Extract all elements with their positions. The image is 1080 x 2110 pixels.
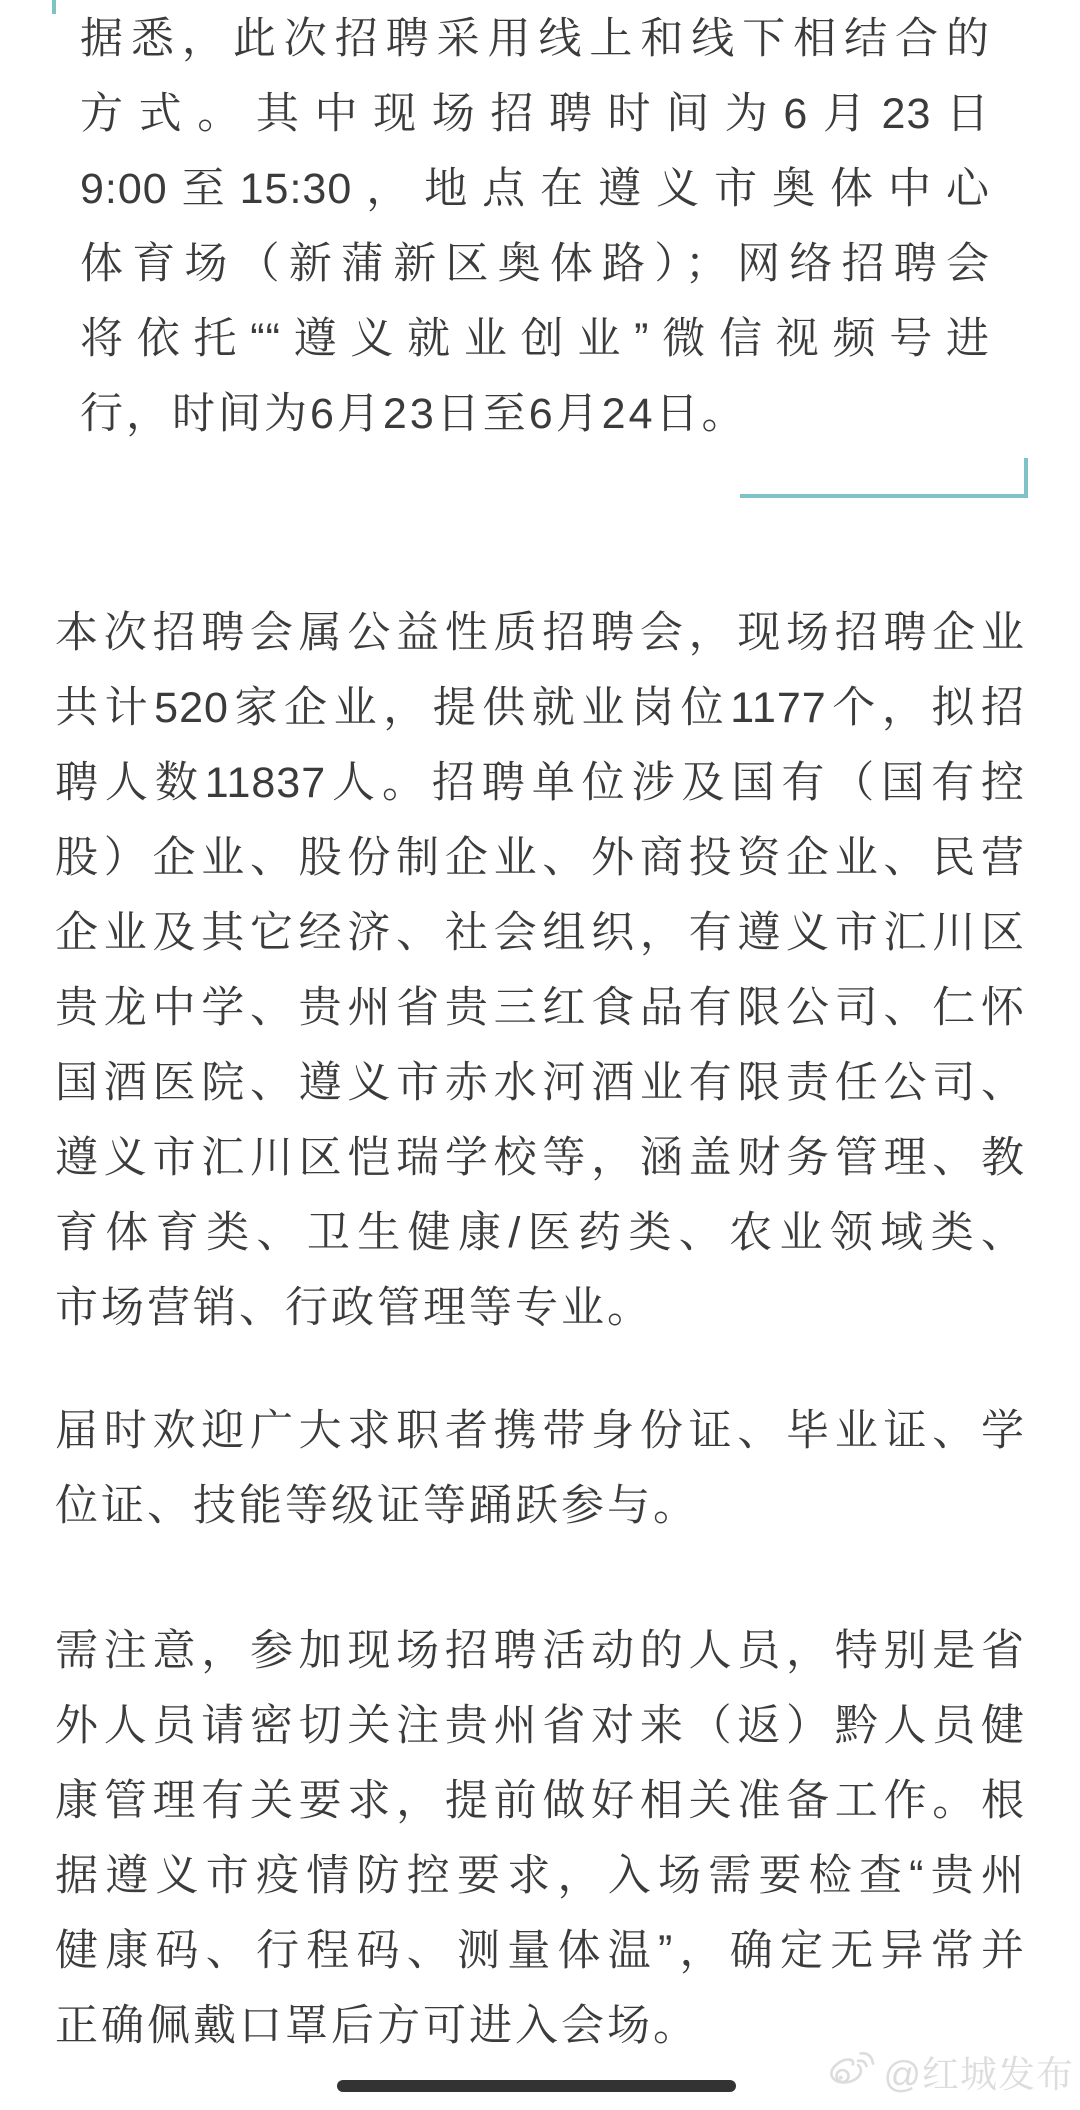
text-line: 贵龙中学、贵州省贵三红食品有限公司、仁怀	[55, 984, 1025, 1032]
text-line: 股）企业、股份制企业、外商投资企业、民营	[55, 834, 1025, 882]
paragraph-covid-notice	[55, 1614, 1025, 2064]
weibo-icon	[827, 2049, 875, 2093]
text-line: 外人员请密切关注贵州省对来（返）黔人员健	[55, 1702, 1025, 1750]
text-line: 需注意，参加现场招聘活动的人员，特别是省	[55, 1627, 1025, 1675]
home-indicator-bar[interactable]	[337, 2080, 736, 2092]
text-line: 康管理有关要求，提前做好相关准备工作。根	[55, 1777, 1025, 1825]
text-line: 健康码、行程码、测量体温”，确定无异常并	[55, 1927, 1025, 1975]
text-line: 9:00至15:30，地点在遵义市奥体中心	[80, 165, 990, 213]
text-line: 据遵义市疫情防控要求，入场需要检查“贵州	[55, 1852, 1025, 1900]
text-line: 据悉，此次招聘采用线上和线下相结合的	[80, 15, 990, 63]
paragraph-quoted-intro	[80, 2, 990, 452]
watermark-handle: @红城发布	[883, 2054, 1074, 2095]
text-line: 位证、技能等级证等踊跃参与。	[55, 1482, 699, 1530]
text-line: 将依托““遵义就业创业”微信视频号进	[80, 315, 990, 363]
text-line: 正确佩戴口罩后方可进入会场。	[55, 2002, 699, 2050]
text-line: 企业及其它经济、社会组织，有遵义市汇川区	[55, 909, 1025, 957]
text-line: 体育场（新蒲新区奥体路）；网络招聘会	[80, 240, 990, 288]
text-line: 行，时间为6月23日至6月24日。	[80, 390, 748, 438]
text-line: 共计520家企业，提供就业岗位1177个，拟招	[55, 684, 1025, 732]
text-line: 育体育类、卫生健康/医药类、农业领域类、	[55, 1209, 1025, 1257]
text-line: 市场营销、行政管理等专业。	[55, 1284, 653, 1332]
watermark	[827, 2044, 1074, 2098]
text-line: 遵义市汇川区恺瑞学校等，涵盖财务管理、教	[55, 1134, 1025, 1182]
paragraph-invitation	[55, 1394, 1025, 1544]
quote-corner-bottom-right-decoration	[740, 458, 1028, 498]
quote-corner-top-left-decoration	[52, 0, 56, 14]
text-line: 本次招聘会属公益性质招聘会，现场招聘企业	[55, 609, 1025, 657]
text-line: 国酒医院、遵义市赤水河酒业有限责任公司、	[55, 1059, 1025, 1107]
text-line: 届时欢迎广大求职者携带身份证、毕业证、学	[55, 1407, 1025, 1455]
paragraph-fair-details	[55, 596, 1025, 1346]
text-line: 方式。其中现场招聘时间为6月23日	[80, 90, 990, 138]
text-line: 聘人数11837人。招聘单位涉及国有（国有控	[55, 759, 1025, 807]
